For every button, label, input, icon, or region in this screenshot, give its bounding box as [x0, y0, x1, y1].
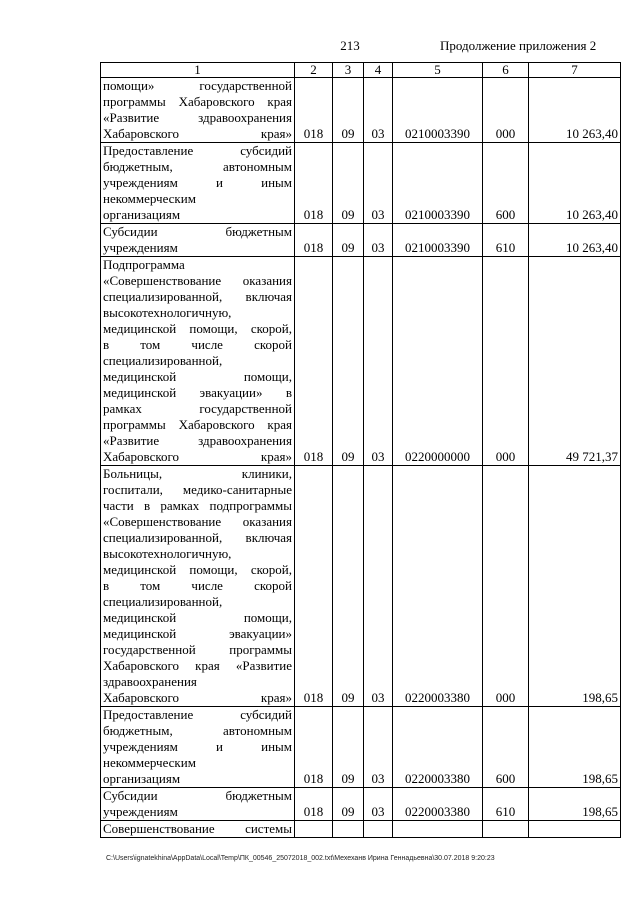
description-line: специализированной, [103, 594, 223, 609]
subsection-code [333, 821, 364, 838]
table-row [101, 224, 621, 257]
description-line: некоммерческим [103, 755, 196, 770]
description-line: Хабаровского края» [103, 449, 292, 464]
description-line: медицинской помощи, [103, 610, 292, 625]
table-row [101, 257, 621, 466]
description-line: специализированной, включая [103, 530, 292, 545]
section-code: 018 [295, 78, 333, 143]
section-code: 018 [295, 257, 333, 466]
section-code: 018 [295, 143, 333, 224]
chapter-code: 03 [364, 224, 393, 257]
target-code: 0220003380 [393, 707, 483, 788]
description-line: учреждениям и иным [103, 739, 292, 754]
col-header: 4 [364, 63, 393, 78]
target-code: 0220000000 [393, 257, 483, 466]
target-code: 0220003380 [393, 788, 483, 821]
subsection-code: 09 [333, 257, 364, 466]
row-description [101, 821, 295, 838]
description-line: «Совершенствование оказания [103, 514, 292, 529]
chapter-code: 03 [364, 257, 393, 466]
row-description [101, 707, 295, 788]
col-header: 2 [295, 63, 333, 78]
expense-type-code: 000 [483, 466, 529, 707]
chapter-code: 03 [364, 143, 393, 224]
description-line: программы Хабаровского края [103, 94, 292, 109]
description-line: высокотехнологичную, [103, 546, 232, 561]
section-code: 018 [295, 466, 333, 707]
amount: 10 263,40 [529, 78, 621, 143]
description-line: Предоставление субсидий [103, 707, 292, 722]
description-line: Субсидии бюджетным [103, 788, 292, 803]
description-line: организациям [103, 207, 181, 222]
row-description [101, 224, 295, 257]
target-code: 0210003390 [393, 143, 483, 224]
description-line: высокотехнологичную, [103, 305, 232, 320]
description-line: учреждениям [103, 804, 178, 819]
description-line: медицинской эвакуации» [103, 626, 292, 641]
description-line: Хабаровского края» [103, 126, 292, 141]
chapter-code: 03 [364, 707, 393, 788]
description-line: госпитали, медико-санитарные [103, 482, 292, 497]
description-line: в том числе скорой [103, 578, 292, 593]
amount: 49 721,37 [529, 257, 621, 466]
description-line: Хабаровского края «Развитие [103, 658, 292, 673]
subsection-code: 09 [333, 143, 364, 224]
subsection-code: 09 [333, 788, 364, 821]
description-line: организациям [103, 771, 181, 786]
description-line: Хабаровского края» [103, 690, 292, 705]
section-code: 018 [295, 224, 333, 257]
table-row [101, 788, 621, 821]
description-line: помощи» государственной [103, 78, 292, 93]
description-line: медицинской эвакуации» в [103, 385, 292, 400]
description-line: здравоохранения [103, 674, 197, 689]
chapter-code: 03 [364, 466, 393, 707]
description-line: специализированной, [103, 353, 223, 368]
amount: 198,65 [529, 707, 621, 788]
chapter-code: 03 [364, 788, 393, 821]
expense-type-code: 000 [483, 257, 529, 466]
subsection-code: 09 [333, 466, 364, 707]
description-line: специализированной, включая [103, 289, 292, 304]
row-description [101, 143, 295, 224]
amount: 198,65 [529, 788, 621, 821]
description-line: части в рамках подпрограммы [103, 498, 292, 513]
budget-table [100, 62, 621, 838]
description-line: медицинской помощи, скорой, [103, 562, 292, 577]
table-row [101, 707, 621, 788]
expense-type-code: 600 [483, 707, 529, 788]
file-path-footer: C:\Users\ignatekhina\AppData\Local\Temp\ПК_00546_25072018_002.txt\Мехеханв Ирина Геннадьевна\30.07.2018 9:20:23 [106, 855, 495, 862]
description-line: в том числе скорой [103, 337, 292, 352]
col-header: 6 [483, 63, 529, 78]
expense-type-code: 610 [483, 788, 529, 821]
table-row [101, 78, 621, 143]
description-line: «Развитие здравоохранения [103, 110, 292, 125]
description-line: Подпрограмма [103, 257, 185, 272]
section-code: 018 [295, 788, 333, 821]
chapter-code [364, 821, 393, 838]
chapter-code: 03 [364, 78, 393, 143]
subsection-code: 09 [333, 707, 364, 788]
description-line: программы Хабаровского края [103, 417, 292, 432]
amount: 10 263,40 [529, 224, 621, 257]
description-line: медицинской помощи, [103, 369, 292, 384]
continuation-label: Продолжение приложения 2 [440, 38, 597, 53]
target-code: 0220003380 [393, 466, 483, 707]
description-line: медицинской помощи, скорой, [103, 321, 292, 336]
amount: 10 263,40 [529, 143, 621, 224]
col-header: 1 [101, 63, 295, 78]
target-code: 0210003390 [393, 78, 483, 143]
expense-type-code: 600 [483, 143, 529, 224]
col-header: 7 [529, 63, 621, 78]
description-line: учреждениям и иным [103, 175, 292, 190]
description-line: Больницы, клиники, [103, 466, 292, 481]
col-header: 5 [393, 63, 483, 78]
description-line: рамках государственной [103, 401, 292, 416]
expense-type-code [483, 821, 529, 838]
description-line: бюджетным, автономным [103, 723, 292, 738]
description-line: Совершенствование системы [103, 821, 292, 836]
expense-type-code: 610 [483, 224, 529, 257]
description-line: «Развитие здравоохранения [103, 433, 292, 448]
description-line: Субсидии бюджетным [103, 224, 292, 239]
table-row [101, 821, 621, 838]
subsection-code: 09 [333, 78, 364, 143]
row-description [101, 788, 295, 821]
col-header: 3 [333, 63, 364, 78]
page-number: 213 [340, 38, 360, 53]
header-row [101, 63, 621, 78]
section-code [295, 821, 333, 838]
description-line: некоммерческим [103, 191, 196, 206]
table-row [101, 466, 621, 707]
target-code [393, 821, 483, 838]
expense-type-code: 000 [483, 78, 529, 143]
row-description [101, 466, 295, 707]
section-code: 018 [295, 707, 333, 788]
description-line: «Совершенствование оказания [103, 273, 292, 288]
row-description [101, 257, 295, 466]
table-row [101, 143, 621, 224]
description-line: бюджетным, автономным [103, 159, 292, 174]
row-description [101, 78, 295, 143]
target-code: 0210003390 [393, 224, 483, 257]
subsection-code: 09 [333, 224, 364, 257]
amount: 198,65 [529, 466, 621, 707]
description-line: Предоставление субсидий [103, 143, 292, 158]
description-line: учреждениям [103, 240, 178, 255]
amount [529, 821, 621, 838]
description-line: государственной программы [103, 642, 292, 657]
